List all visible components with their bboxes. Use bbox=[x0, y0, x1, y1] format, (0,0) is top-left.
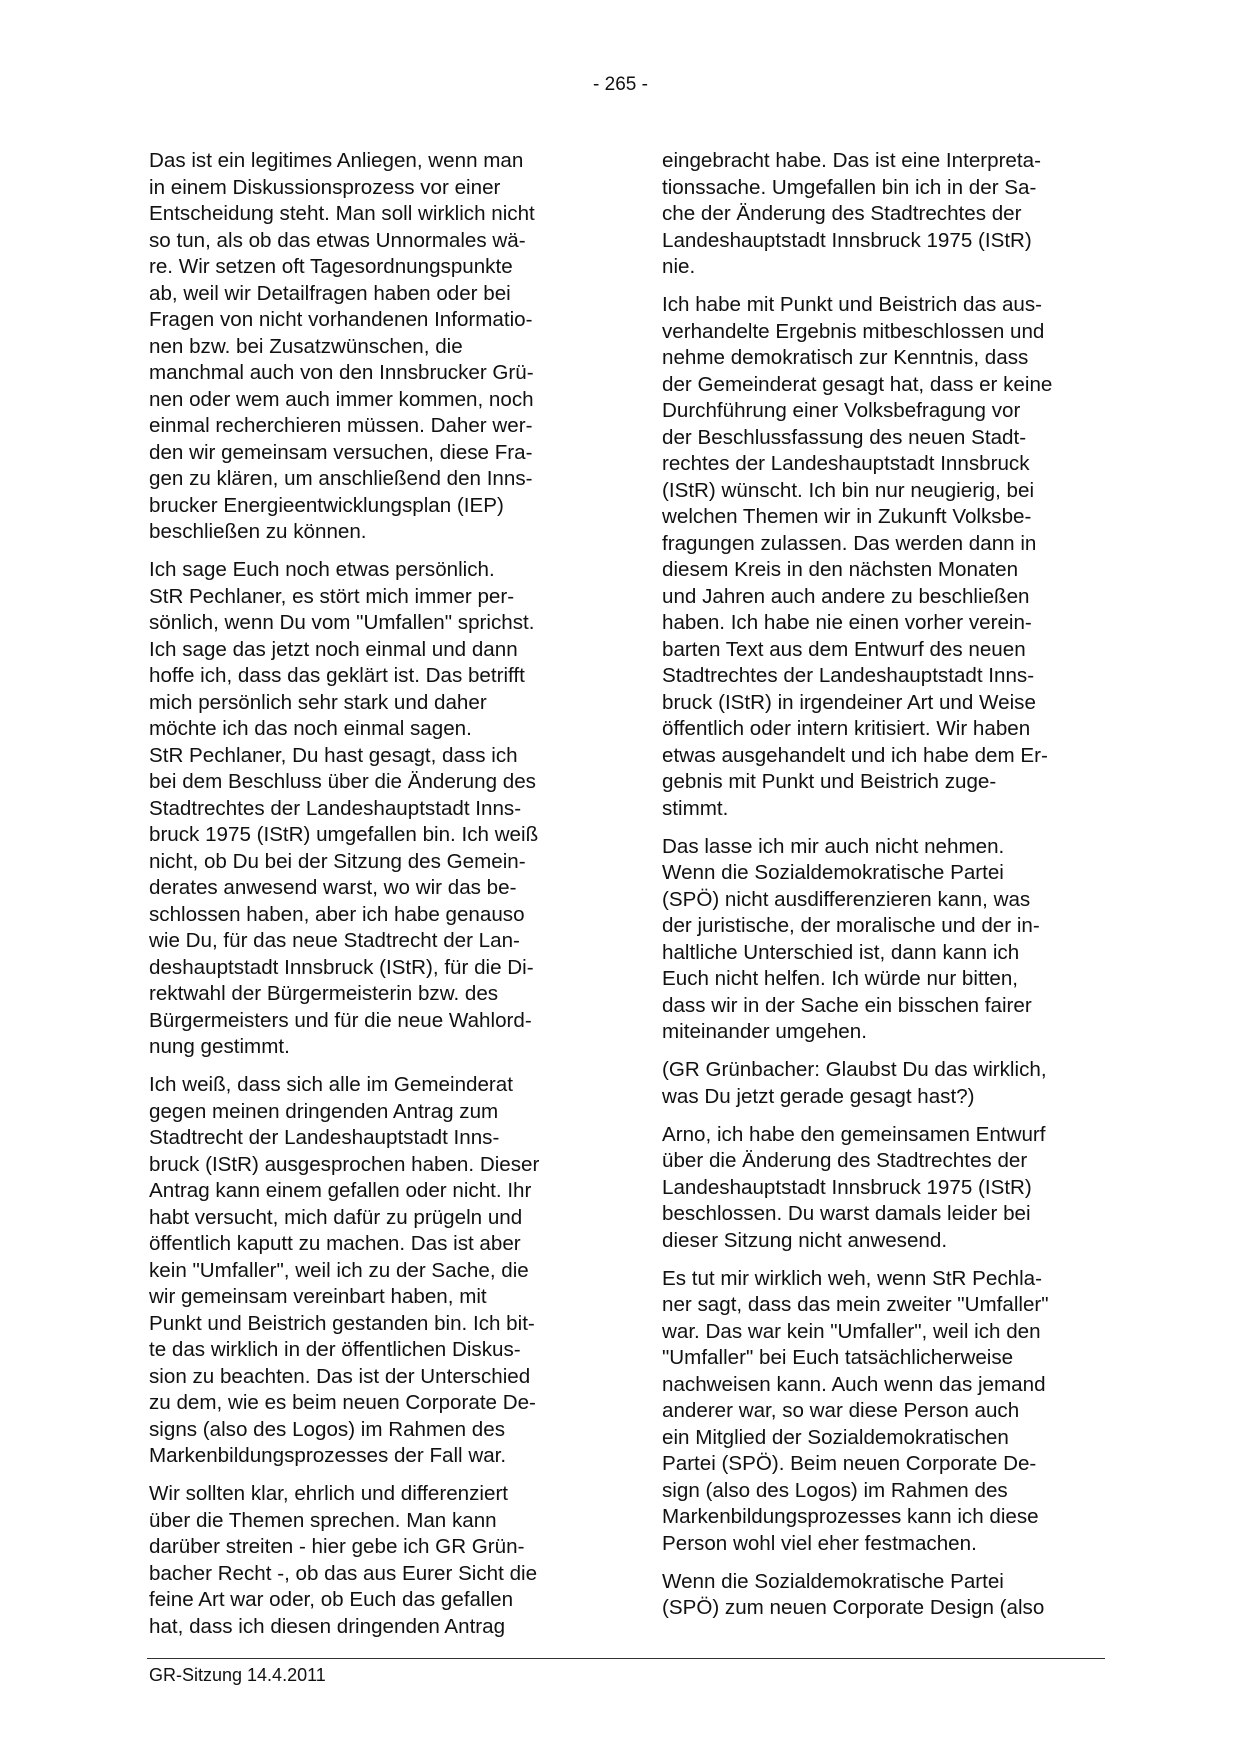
paragraph: Wenn die Sozialdemokratische Partei (SPÖ) zum neuen Corporate Design (also bbox=[662, 1569, 1045, 1619]
paragraph: Ich weiß, dass sich alle im Gemeinderat gegen meinen dringenden Antrag zum Stadtrecht der Landeshauptstadt Inns- bruck (IStR) ausgesprochen haben. Dieser Antrag kann einem gefallen oder nicht. Ihr habt versucht, mich dafür zu prügeln und öffentlich kaputt zu machen. Das ist aber kein "Umfaller", weil ich zu der Sache, die wir gemeinsam vereinbart haben, mit Punkt und Beistrich gestanden bin. Ich bit- te das wirklich in der öffentlichen Diskus- sion zu beachten. Das ist der Unterschied zu dem, wie es beim neuen Corporate De- signs (also des Logos) im Rahmen des Markenbildungsprozesses der Fall war. bbox=[149, 1073, 540, 1467]
paragraph: Es tut mir wirklich weh, wenn StR Pechla- ner sagt, dass das mein zweiter "Umfaller" war. Das war kein "Umfaller", weil ich den "Umfaller" bei Euch tatsächlicherweise nachweisen kann. Auch wenn das jemand anderer war, so war diese Person auch ein Mitglied der Sozialdemokratischen Partei (SPÖ). Beim neuen Corporate De- sign (also des Logos) im Rahmen des Markenbildungsprozesses kann ich diese Person wohl viel eher festmachen. bbox=[662, 1266, 1049, 1555]
paragraph: eingebracht habe. Das ist eine Interpreta- tionssache. Umgefallen bin ich in der Sa- che der Änderung des Stadtrechtes der Landeshauptstadt Innsbruck 1975 (IStR) nie. bbox=[662, 149, 1041, 278]
footer-divider bbox=[147, 1658, 1105, 1659]
left-column bbox=[149, 148, 594, 1652]
page-number: - 265 - bbox=[593, 74, 648, 95]
paragraph: Arno, ich habe den gemeinsamen Entwurf über die Änderung des Stadtrechtes der Landeshauptstadt Innsbruck 1975 (IStR) beschlossen. Du warst damals leider bei dieser Sitzung nicht anwesend. bbox=[662, 1122, 1046, 1252]
paragraph: Ich habe mit Punkt und Beistrich das aus- verhandelte Ergebnis mitbeschlossen und nehme demokratisch zur Kenntnis, dass der Gemeinderat gesagt hat, dass er keine Durchführung einer Volksbefragung vor der Beschlussfassung des neuen Stadt- rechtes der Landeshauptstadt Innsbruck (IStR) wünscht. Ich bin nur neugierig, bei welchen Themen wir in Zukunft Volksbe- fragungen zulassen. Das werden dann in diesem Kreis in den nächsten Monaten und Jahren auch andere zu beschließen haben. Ich habe nie einen vorher verein- barten Text aus dem Entwurf des neuen Stadtrechtes der Landeshauptstadt Inns- bruck (IStR) in irgendeiner Art und Weise öffentlich oder intern kritisiert. Wir haben etwas ausgehandelt und ich habe dem Er- gebnis mit Punkt und Beistrich zuge- stimmt. bbox=[662, 293, 1053, 820]
paragraph: (GR Grünbacher: Glaubst Du das wirklich, was Du jetzt gerade gesagt hast?) bbox=[662, 1058, 1047, 1108]
paragraph: Das ist ein legitimes Anliegen, wenn man in einem Diskussionsprozess vor einer Entscheidung steht. Man soll wirklich nicht so tun, als ob das etwas Unnormales wä- re. Wir setzen oft Tagesordnungspunkte ab, weil wir Detailfragen haben oder bei Fragen von nicht vorhandenen Informatio- nen bzw. bei Zusatzwünschen, die manchmal auch von den Innsbrucker Grü- nen oder wem auch immer kommen, noch einmal recherchieren müssen. Daher wer- den wir gemeinsam versuchen, diese Fra- gen zu klären, um anschließend den Inns- brucker Energieentwicklungsplan (IEP) beschließen zu können. bbox=[149, 149, 535, 543]
right-column bbox=[662, 148, 1108, 1633]
paragraph: Ich sage Euch noch etwas persönlich. StR Pechlaner, es stört mich immer per- sönlich, wenn Du vom "Umfallen" sprichst. Ich sage das jetzt noch einmal und dann hoffe ich, dass das geklärt ist. Das betrifft mich persönlich sehr stark und daher möchte ich das noch einmal sagen. StR Pechlaner, Du hast gesagt, dass ich bei dem Beschluss über die Änderung des Stadtrechtes der Landeshauptstadt Inns- bruck 1975 (IStR) umgefallen bin. Ich weiß nicht, ob Du bei der Sitzung des Gemein- derates anwesend warst, wo wir das be- schlossen haben, aber ich habe genauso wie Du, für das neue Stadtrecht der Lan- deshauptstadt Innsbruck (IStR), für die Di- rektwahl der Bürgermeisterin bzw. des Bürgermeisters und für die neue Wahlord- nung gestimmt. bbox=[149, 558, 539, 1058]
paragraph: Wir sollten klar, ehrlich und differenziert über die Themen sprechen. Man kann darüber streiten - hier gebe ich GR Grün- bacher Recht -, ob das aus Eurer Sicht die feine Art war oder, ob Euch das gefallen hat, dass ich diesen dringenden Antrag bbox=[149, 1482, 538, 1638]
paragraph: Das lasse ich mir auch nicht nehmen. Wenn die Sozialdemokratische Partei (SPÖ) nicht ausdifferenzieren kann, was der juristische, der moralische und der in- haltliche Unterschied ist, dann kann ich Euch nicht helfen. Ich würde nur bitten, dass wir in der Sache ein bisschen fairer miteinander umgehen. bbox=[662, 834, 1040, 1043]
footer-text: GR-Sitzung 14.4.2011 bbox=[149, 1665, 326, 1685]
